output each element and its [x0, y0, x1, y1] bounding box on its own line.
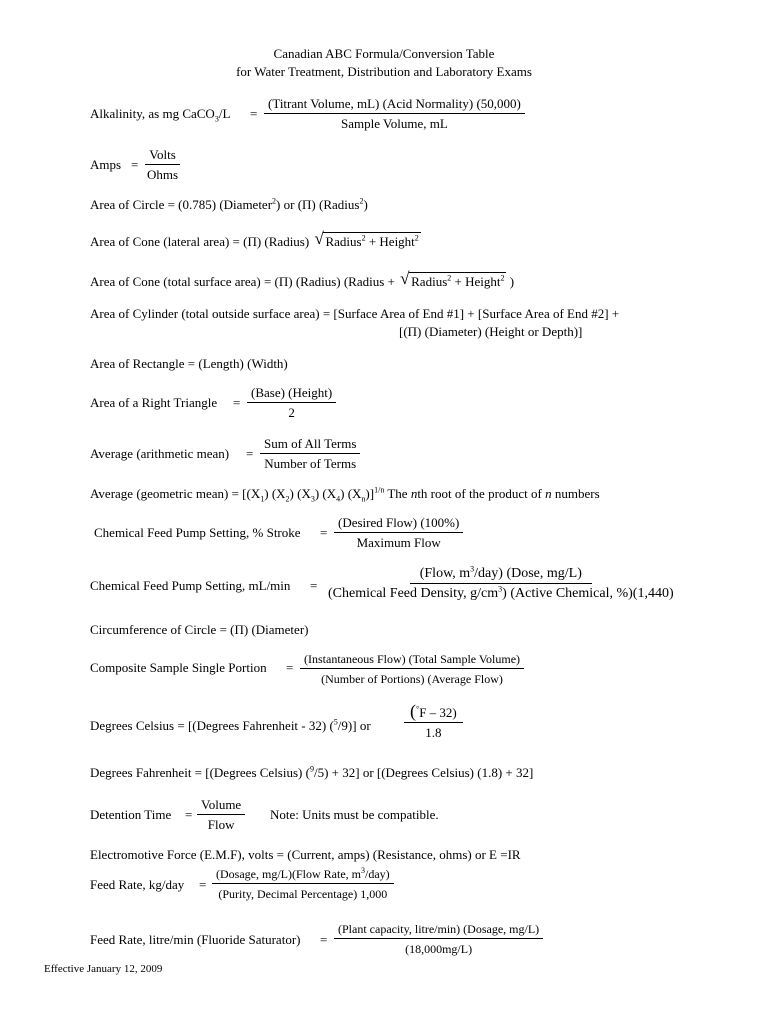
detention-time-fraction	[197, 797, 245, 833]
area-of-cone-total: Area of Cone (total surface area) = (Π) (Radius) (Radius + √ Radius$^2$ + Height$^2$ )	[90, 269, 515, 289]
feed-pump-ml-denominator: (Chemical Feed Density, $g/cm^3$) (Active Chemical, %)(1,440)	[328, 584, 674, 601]
amps-fraction	[143, 147, 182, 183]
feed-rate-litre-numerator: (Plant capacity, litre/min) (Dosage, mg/L)	[334, 921, 543, 939]
detention-time-equals: =	[185, 807, 193, 822]
right-triangle-denominator: 2	[288, 405, 295, 420]
right-triangle-fraction	[247, 385, 336, 421]
feed-rate-litre-denominator: (18,000mg/L)	[405, 942, 473, 956]
alkalinity-equals: =	[250, 106, 258, 121]
amps-equals: =	[131, 157, 139, 172]
alkalinity-label: Alkalinity, as mg CaCO$_3$/L	[90, 106, 231, 124]
degrees-celsius: Degrees Celsius = [(Degrees Fahrenheit - 32) ($^5$/9)] or	[90, 717, 371, 733]
feed-rate-kg-numerator: (Dosage, mg/L)(Flow Rate, $m^3/day$)	[212, 866, 394, 884]
feed-pump-ml-label: Chemical Feed Pump Setting, mL/min	[90, 578, 291, 593]
page-title-line2: for Water Treatment, Distribution and Laboratory Exams	[236, 64, 532, 79]
feed-rate-kg-label: Feed Rate, kg/day	[90, 877, 185, 892]
square-root-total: √ Radius$^2$ + Height$^2$	[400, 269, 505, 289]
feed-pump-stroke-denominator: Maximum Flow	[356, 535, 441, 550]
alkalinity-fraction	[264, 96, 525, 132]
feed-pump-stroke-fraction	[334, 515, 463, 551]
feed-rate-litre-equals: =	[320, 932, 328, 947]
composite-sample-numerator: (Instantaneous Flow) (Total Sample Volume)	[300, 651, 524, 669]
feed-rate-kg-denominator: (Purity, Decimal Percentage) 1,000	[218, 887, 388, 901]
feed-rate-kg-equals: =	[199, 877, 207, 892]
average-arithmetic-label: Average (arithmetic mean)	[90, 446, 230, 461]
average-arithmetic-numerator: Sum of All Terms	[260, 436, 360, 454]
area-of-circle: Area of Circle = (0.785) (Diameter$^2$) or (Π) (Radius$^2$)	[90, 196, 368, 212]
feed-pump-stroke-numerator: (Desired Flow) (100%)	[334, 515, 463, 533]
area-of-rectangle: Area of Rectangle = (Length) (Width)	[90, 356, 288, 371]
feed-rate-litre-label: Feed Rate, litre/min (Fluoride Saturator)	[90, 932, 301, 947]
feed-rate-litre-fraction	[334, 921, 543, 957]
feed-pump-stroke-label: Chemical Feed Pump Setting, % Stroke	[94, 525, 301, 540]
detention-time-numerator: Volume	[197, 797, 245, 815]
average-arithmetic-denominator: Number of Terms	[264, 456, 357, 471]
average-arithmetic-equals: =	[246, 446, 254, 461]
average-geometric: Average (geometric mean) = [$(X_1)$ $(X_2)$ $(X_3)$ $(X_4)$ $(X_n)]^{1/n}$ The nth root of the product of n numbers	[90, 485, 600, 504]
composite-sample-label: Composite Sample Single Portion	[90, 660, 267, 675]
composite-sample-fraction	[300, 651, 524, 687]
area-of-cone-lateral: Area of Cone (lateral area) = (Π) (Radius) √ Radius$^2$ + Height$^2$	[90, 229, 419, 249]
degrees-celsius-numerator: (°F – 32)	[404, 703, 463, 723]
page-title-line1: Canadian ABC Formula/Conversion Table	[273, 46, 495, 61]
area-of-cylinder-line2: [(Π) (Diameter) (Height or Depth)]	[399, 324, 583, 339]
alkalinity-denominator: Sample Volume, mL	[341, 116, 448, 131]
detention-time-label: Detention Time	[90, 807, 172, 822]
degrees-celsius-denominator: 1.8	[425, 725, 442, 740]
area-of-cylinder-line1: Area of Cylinder (total outside surface area) = [Surface Area of End #1] + [Surface Area of End #2] +	[90, 306, 620, 321]
effective-date: Effective January 12, 2009	[44, 963, 163, 975]
amps-numerator: Volts	[145, 147, 180, 165]
composite-sample-equals: =	[286, 660, 294, 675]
degrees-celsius-fraction	[404, 703, 463, 741]
detention-time-denominator: Flow	[207, 817, 235, 832]
square-root-lateral: √ Radius$^2$ + Height$^2$	[314, 229, 419, 249]
amps-denominator: Ohms	[147, 167, 179, 182]
electromotive-force: Electromotive Force (E.M.F), volts = (Current, amps) (Resistance, ohms) or E =IR	[90, 847, 521, 862]
feed-pump-stroke-equals: =	[320, 525, 328, 540]
feed-pump-ml-equals: =	[310, 578, 318, 593]
composite-sample-denominator: (Number of Portions) (Average Flow)	[321, 672, 503, 686]
feed-rate-kg-fraction	[212, 866, 394, 902]
amps-label: Amps	[90, 157, 122, 172]
right-triangle-label: Area of a Right Triangle	[90, 395, 218, 410]
feed-pump-ml-fraction	[324, 566, 678, 602]
feed-pump-ml-numerator: (Flow, $m^3/day$) (Dose, mg/L)	[410, 566, 592, 584]
alkalinity-numerator: (Titrant Volume, mL) (Acid Normality) (50,000)	[264, 96, 525, 114]
detention-time-note: Note: Units must be compatible.	[270, 807, 439, 822]
right-triangle-equals: =	[233, 395, 241, 410]
average-arithmetic-fraction	[260, 436, 360, 472]
degrees-fahrenheit: Degrees Fahrenheit = [(Degrees Celsius) ($^9$/5) + 32] or [(Degrees Celsius) (1.8) + 32]	[90, 764, 534, 780]
right-triangle-numerator: (Base) (Height)	[247, 385, 336, 403]
circumference-of-circle: Circumference of Circle = (Π) (Diameter)	[90, 622, 309, 637]
